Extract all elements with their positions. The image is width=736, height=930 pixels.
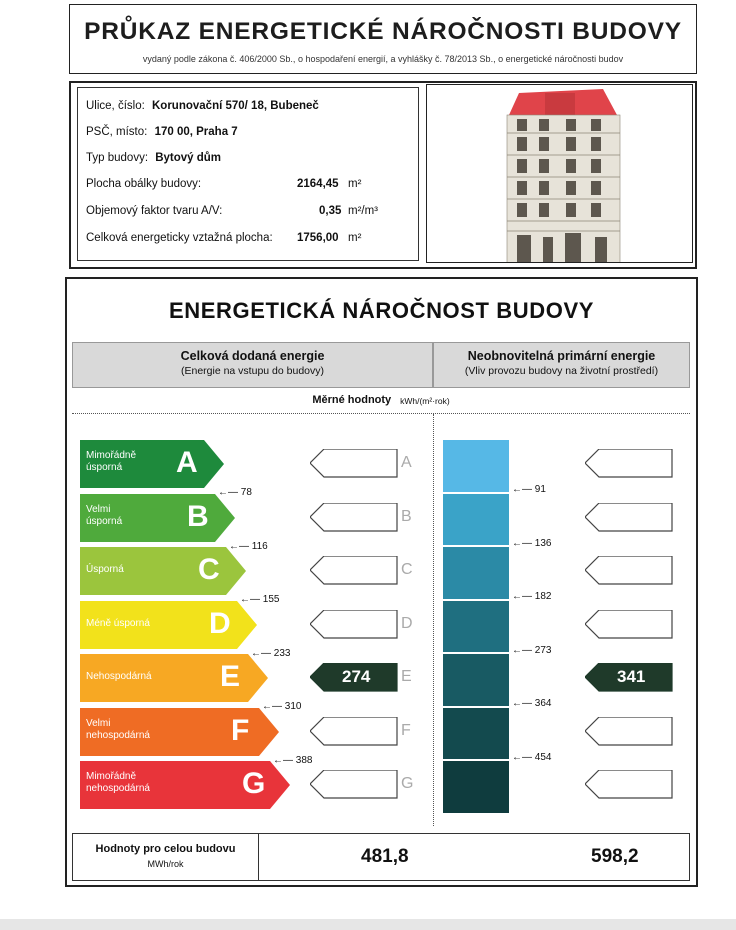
class-band-c: [80, 547, 248, 595]
document-subtitle: vydaný podle zákona č. 406/2000 Sb., o hospodaření energií, a vyhlášky č. 78/2013 Sb., o energetické náročnosti budov: [142, 54, 624, 64]
right-threshold-tick: ←— 136: [512, 537, 552, 549]
psc-value: 170 00, Praha 7: [154, 126, 238, 138]
units-row: [72, 390, 690, 412]
class-letter-marker: C: [401, 561, 413, 578]
dotted-divider: [72, 413, 690, 414]
class-label-line: Méně úsporná: [86, 617, 150, 629]
floor-value: 1756,00: [297, 232, 339, 244]
class-label-line: Velmi: [86, 503, 111, 515]
right-threshold-tick: ←— 91: [512, 484, 546, 495]
class-label-line: nehospodárná: [86, 783, 150, 794]
psc-row: [86, 126, 238, 138]
class-letter-marker: D: [401, 614, 413, 632]
area-value: 2164,45: [297, 178, 339, 190]
class-label-line: Nehospodárná: [86, 671, 152, 682]
class-band-f: [80, 708, 281, 756]
floor-label: Celková energeticky vztažná plocha:: [86, 232, 273, 244]
left-threshold-tick: ←— 310: [262, 701, 302, 712]
left-rating-arrow: [310, 556, 400, 586]
right-rating-arrow: [585, 770, 675, 800]
document-title: PRŮKAZ ENERGETICKÉ NÁROČNOSTI BUDOVY: [84, 18, 682, 45]
left-rating-arrow: [310, 449, 400, 479]
units-value: kWh/(m²·rok): [400, 396, 450, 406]
whole-building-label: Hodnoty pro celou budovu: [95, 843, 236, 855]
right-rating-arrow: [585, 717, 675, 747]
left-column-header: [72, 342, 433, 388]
units-label: Měrné hodnoty: [312, 394, 392, 406]
right-rating-arrow: [585, 610, 675, 640]
street-label: Ulice, číslo:: [86, 100, 145, 112]
class-band-a: [80, 440, 226, 488]
factor-label: Objemový faktor tvaru A/V:: [86, 205, 223, 217]
class-band-letter: F: [231, 713, 250, 747]
right-column-header: [433, 342, 690, 388]
right-threshold-tick: ←— 364: [512, 698, 552, 709]
primary-energy-segment: [443, 440, 509, 492]
street-row: [86, 100, 319, 112]
type-row: [86, 152, 221, 164]
area-row: [86, 178, 376, 190]
floor-row: [86, 232, 376, 244]
class-band-letter: A: [176, 446, 198, 479]
class-label-line: Úsporná: [86, 564, 124, 575]
class-band-label: [86, 771, 150, 795]
class-label-line: úsporná: [86, 462, 123, 473]
left-threshold-tick: ←— 78: [218, 487, 252, 498]
left-column-title: Celková dodaná energie: [180, 349, 325, 363]
class-letter-marker: G: [401, 775, 414, 792]
class-band-label: [86, 671, 152, 683]
right-total-value: 598,2: [591, 846, 639, 867]
floor-unit: m²: [348, 232, 362, 244]
building-photo: [426, 84, 693, 263]
building-info-panel: [77, 87, 419, 261]
class-band-letter: B: [187, 499, 209, 533]
left-total-value: 481,8: [361, 846, 409, 867]
class-label-line: nehospodárná: [86, 729, 150, 741]
class-band-letter: D: [209, 606, 231, 640]
class-label-line: Velmi: [86, 717, 111, 729]
primary-energy-segment: [443, 494, 509, 546]
right-column-title: Neobnovitelná primární energie: [467, 349, 656, 363]
header-box: [69, 4, 697, 74]
class-band-d: [80, 601, 259, 649]
primary-energy-segment: [443, 601, 509, 653]
left-rating-arrow: [310, 503, 400, 533]
column-divider: [433, 414, 434, 826]
primary-energy-segment: [443, 761, 509, 813]
left-threshold-tick: ←— 233: [251, 647, 291, 659]
left-threshold-tick: ←— 388: [273, 754, 313, 766]
right-column-subtitle: (Vliv provozu budovy na životní prostředí): [464, 365, 659, 377]
class-band-label: [86, 504, 122, 528]
area-unit: m²: [348, 178, 362, 190]
class-letter-marker: A: [401, 454, 412, 471]
class-letter-marker: B: [401, 507, 412, 525]
street-value: Korunovační 570/ 18, Bubeneč: [152, 100, 319, 112]
class-letter-marker: E: [401, 668, 412, 685]
class-label-line: úsporná: [86, 515, 123, 527]
primary-energy-segment: [443, 708, 509, 760]
right-threshold-tick: ←— 273: [512, 644, 552, 656]
whole-building-label-cell: [73, 834, 259, 880]
class-band-letter: E: [220, 660, 241, 693]
type-label: Typ budovy:: [86, 152, 149, 164]
class-band-label: [86, 564, 124, 576]
factor-value: 0,35: [319, 205, 342, 217]
primary-energy-segment: [443, 547, 509, 599]
energy-title: ENERGETICKÁ NÁROČNOST BUDOVY: [168, 298, 595, 323]
class-band-label: [86, 618, 150, 630]
area-label: Plocha obálky budovy:: [86, 178, 202, 190]
scan-edge: [0, 919, 736, 930]
left-rating-arrow: [310, 717, 400, 747]
left-threshold-tick: ←— 155: [240, 594, 280, 605]
left-rating-arrow: [310, 610, 400, 640]
primary-energy-segment: [443, 654, 509, 706]
class-letter-marker: F: [401, 721, 411, 739]
class-band-letter: G: [242, 767, 266, 800]
class-label-line: Mimořádně: [86, 771, 137, 782]
class-label-line: Mimořádně: [86, 450, 137, 461]
class-band-label: [86, 450, 136, 474]
class-band-letter: C: [198, 553, 220, 586]
right-threshold-tick: ←— 454: [512, 751, 552, 763]
whole-building-row: [72, 833, 690, 881]
class-band-e: [80, 654, 270, 702]
right-rating-arrow: [585, 449, 675, 479]
right-rating-arrow: [585, 556, 675, 586]
psc-label: PSČ, místo:: [86, 126, 148, 138]
class-band-b: [80, 494, 237, 542]
right-rating-arrow-value: 341: [617, 667, 646, 686]
left-rating-arrow: [310, 770, 400, 800]
whole-building-unit: MWh/rok: [147, 859, 184, 869]
class-band-g: [80, 761, 292, 809]
right-threshold-tick: ←— 182: [512, 591, 552, 602]
left-rating-arrow-value: 274: [342, 667, 371, 686]
factor-unit: m²/m³: [348, 205, 379, 217]
factor-row: [86, 205, 379, 217]
building-illustration: [427, 85, 693, 263]
type-value: Bytový dům: [155, 152, 222, 164]
class-band-label: [86, 718, 150, 742]
left-threshold-tick: ←— 116: [229, 540, 268, 552]
left-column-subtitle: (Energie na vstupu do budovy): [180, 365, 324, 377]
right-rating-arrow: [585, 503, 675, 533]
